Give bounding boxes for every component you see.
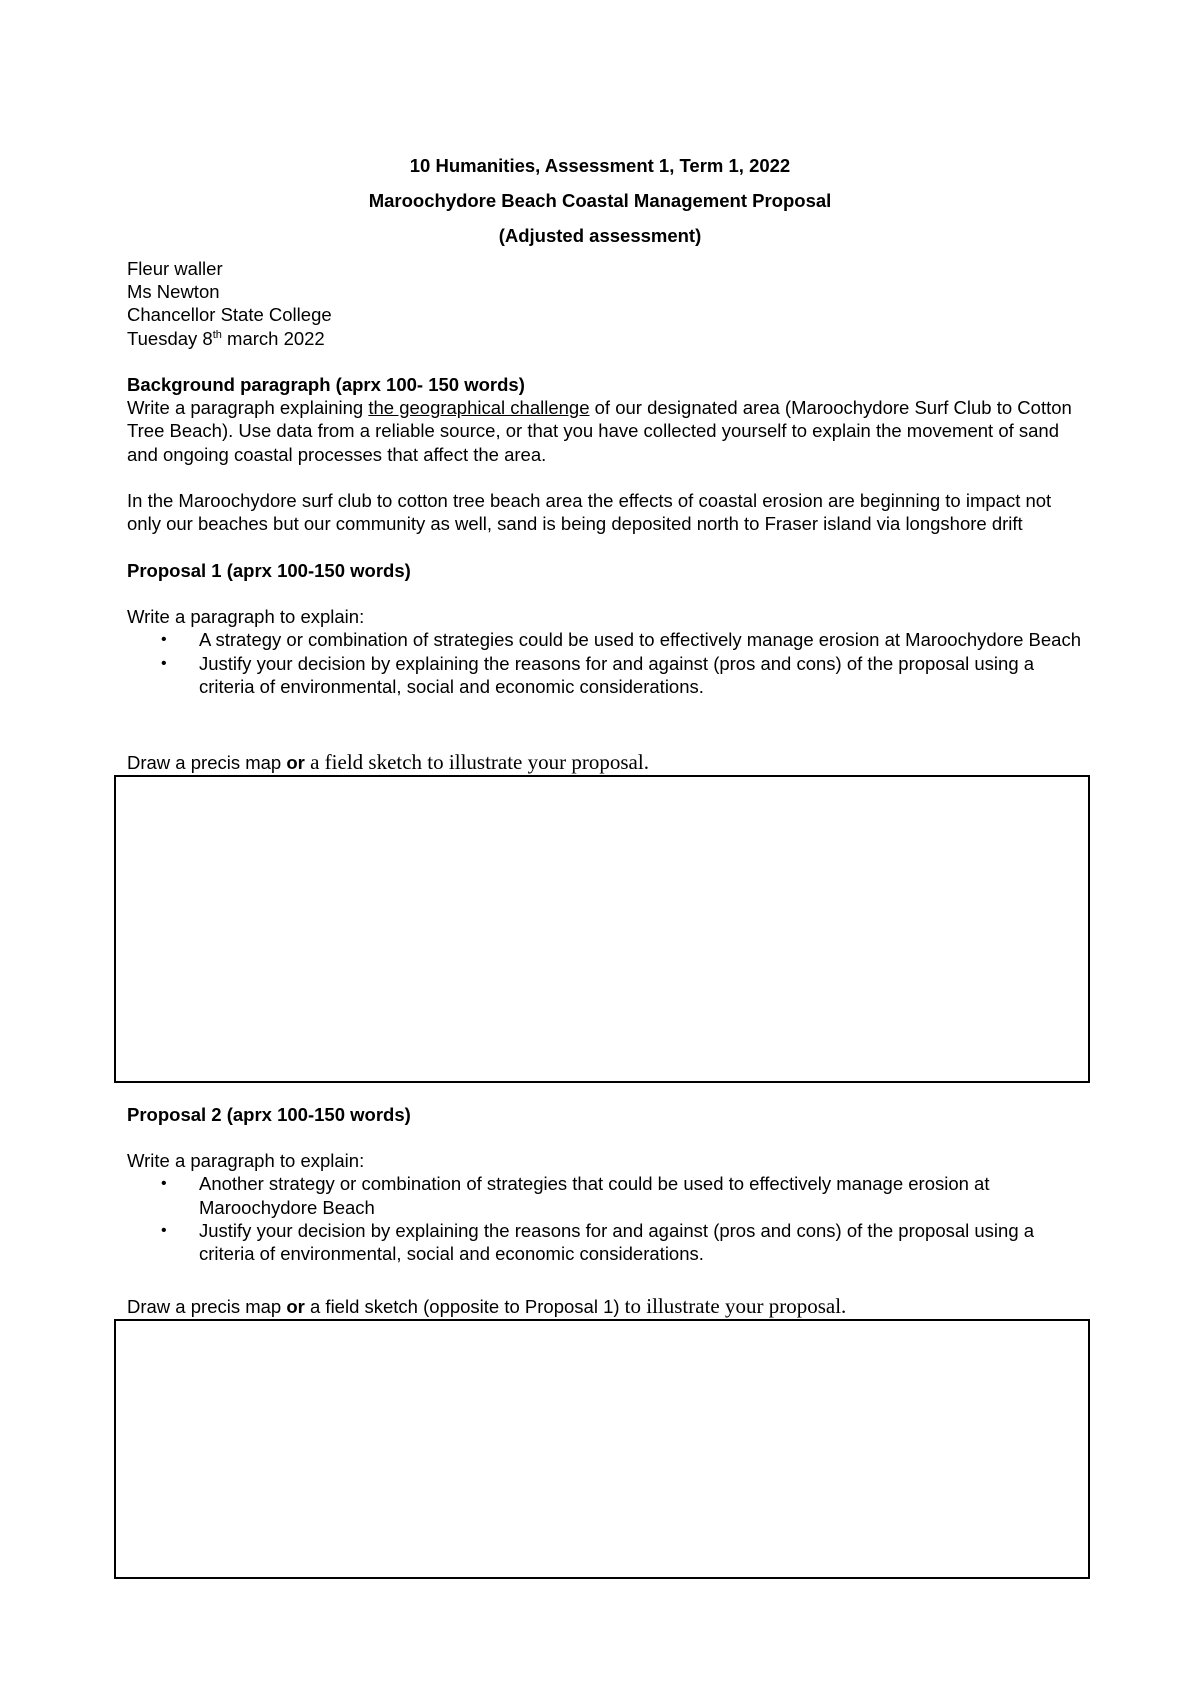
student-name: Fleur waller: [127, 258, 223, 279]
author-details: [127, 257, 1087, 350]
teacher-name: Ms Newton: [127, 281, 220, 303]
proposal-2-sketch-box[interactable]: [114, 1319, 1090, 1579]
background-heading: Background paragraph (aprx 100- 150 words): [127, 374, 525, 395]
list-item: • Another strategy or combination of strategies that could be used to effectively manage erosion at Maroochydore Beach: [161, 1173, 990, 1218]
document-subtitle: Maroochydore Beach Coastal Management Proposal: [368, 190, 832, 211]
proposal-2-draw-prompt: Draw a precis map or a field sketch (opposite to Proposal 1) to illustrate your proposal.: [127, 1294, 847, 1318]
proposal-2-list: [127, 1172, 1087, 1265]
proposal-2-heading: Proposal 2 (aprx 100-150 words): [127, 1104, 411, 1125]
submission-date: Tuesday 8th march 2022: [127, 327, 325, 349]
proposal-1-sketch-box[interactable]: [114, 775, 1090, 1083]
list-item: • Justify your decision by explaining the reasons for and against (pros and cons) of the proposal using a criteria of environmental, social and economic considerations.: [161, 652, 1035, 697]
school-name: Chancellor State College: [127, 304, 332, 326]
bullet-icon: •: [161, 1221, 167, 1239]
bullet-icon: •: [161, 631, 167, 649]
background-section: [127, 373, 1087, 535]
document-title: 10 Humanities, Assessment 1, Term 1, 2022: [409, 155, 791, 176]
list-item: • Justify your decision by explaining the reasons for and against (pros and cons) of the proposal using a criteria of environmental, social and economic considerations.: [161, 1219, 1035, 1265]
proposal-1-draw-prompt: Draw a precis map or a field sketch to illustrate your proposal.: [127, 750, 649, 774]
proposal-1-intro: Write a paragraph to explain:: [127, 606, 365, 628]
proposal-1-heading: Proposal 1 (aprx 100-150 words): [127, 560, 411, 581]
proposal-1-list: [127, 628, 1087, 698]
document-note: (Adjusted assessment): [498, 225, 702, 246]
proposal-2-intro: Write a paragraph to explain:: [127, 1150, 365, 1172]
background-prompt: Write a paragraph explaining the geographical challenge of our designated area (Maroochydore Surf Club to Cotton Tree Beach). Use data from a reliable source, or that you have collected yourself to explain the movement of sand and ongoing coastal processes that affect the area.: [127, 397, 1072, 465]
proposal-1-section: [127, 559, 1087, 698]
bullet-icon: •: [161, 1175, 167, 1193]
proposal-2-section: [127, 1103, 1087, 1265]
bullet-icon: •: [161, 654, 167, 672]
list-item: • A strategy or combination of strategies could be used to effectively manage erosion at Maroochydore Beach: [161, 629, 1082, 651]
background-answer: In the Maroochydore surf club to cotton tree beach area the effects of coastal erosion are beginning to impact not only our beaches but our community as well, sand is being deposited north to Fraser island via longshore drift: [127, 489, 1052, 535]
